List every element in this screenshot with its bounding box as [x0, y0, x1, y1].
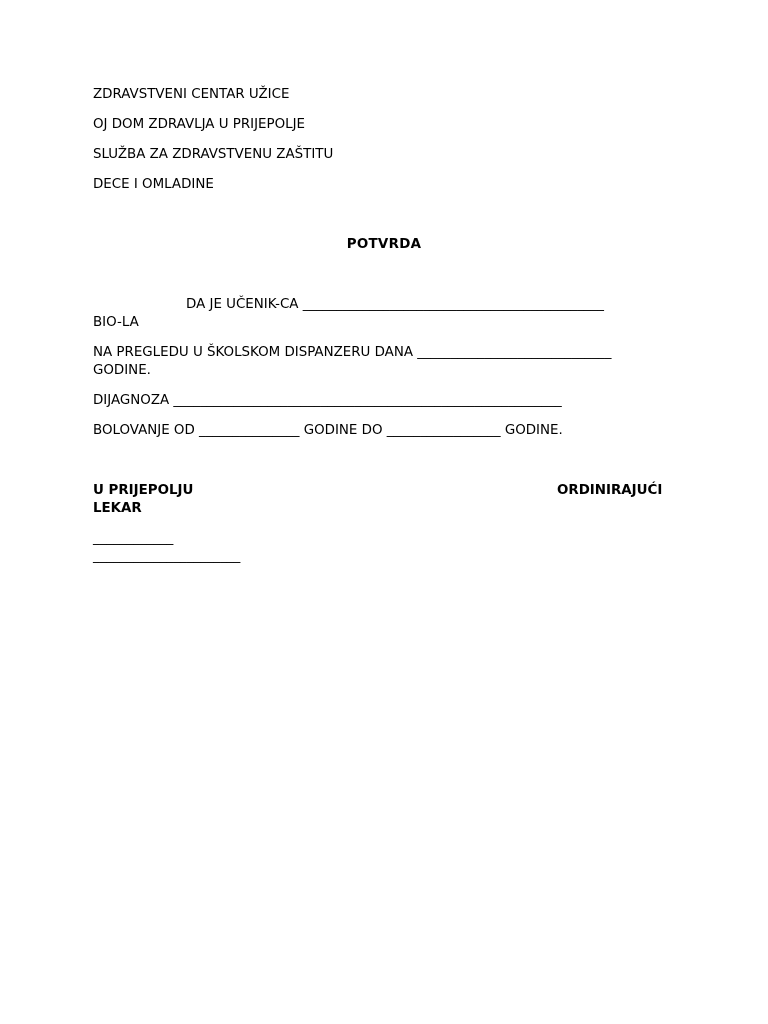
organizational-unit: OJ DOM ZDRAVLJA U PRIJEPOLJE — [93, 117, 305, 132]
year-line: GODINE. — [93, 363, 151, 378]
exam-date-line: NA PREGLEDU U ŠKOLSKOM DISPANZERU DANA _____________________________ — [93, 345, 612, 360]
diagnosis-line: DIJAGNOZA __________________________________________________________ — [93, 393, 562, 408]
doctor-label-continued: LEKAR — [93, 501, 142, 516]
student-line: DA JE UČENIK-CA _____________________________________________ — [186, 297, 604, 312]
service-name: SLUŽBA ZA ZDRAVSTVENU ZAŠTITU — [93, 147, 334, 162]
place-date-blank: ____________ — [93, 531, 174, 546]
document-title: POTVRDA — [346, 237, 422, 252]
signature-blank: ______________________ — [93, 549, 241, 564]
doctor-label: ORDINIRAJUĆI — [557, 483, 663, 498]
service-name-continued: DECE I OMLADINE — [93, 177, 214, 192]
place-label: U PRIJEPOLJU — [93, 483, 194, 498]
institution-name: ZDRAVSTVENI CENTAR UŽICE — [93, 87, 290, 102]
sick-leave-line: BOLOVANJE OD _______________ GODINE DO _________________ GODINE. — [93, 423, 563, 438]
was-line: BIO-LA — [93, 315, 139, 330]
